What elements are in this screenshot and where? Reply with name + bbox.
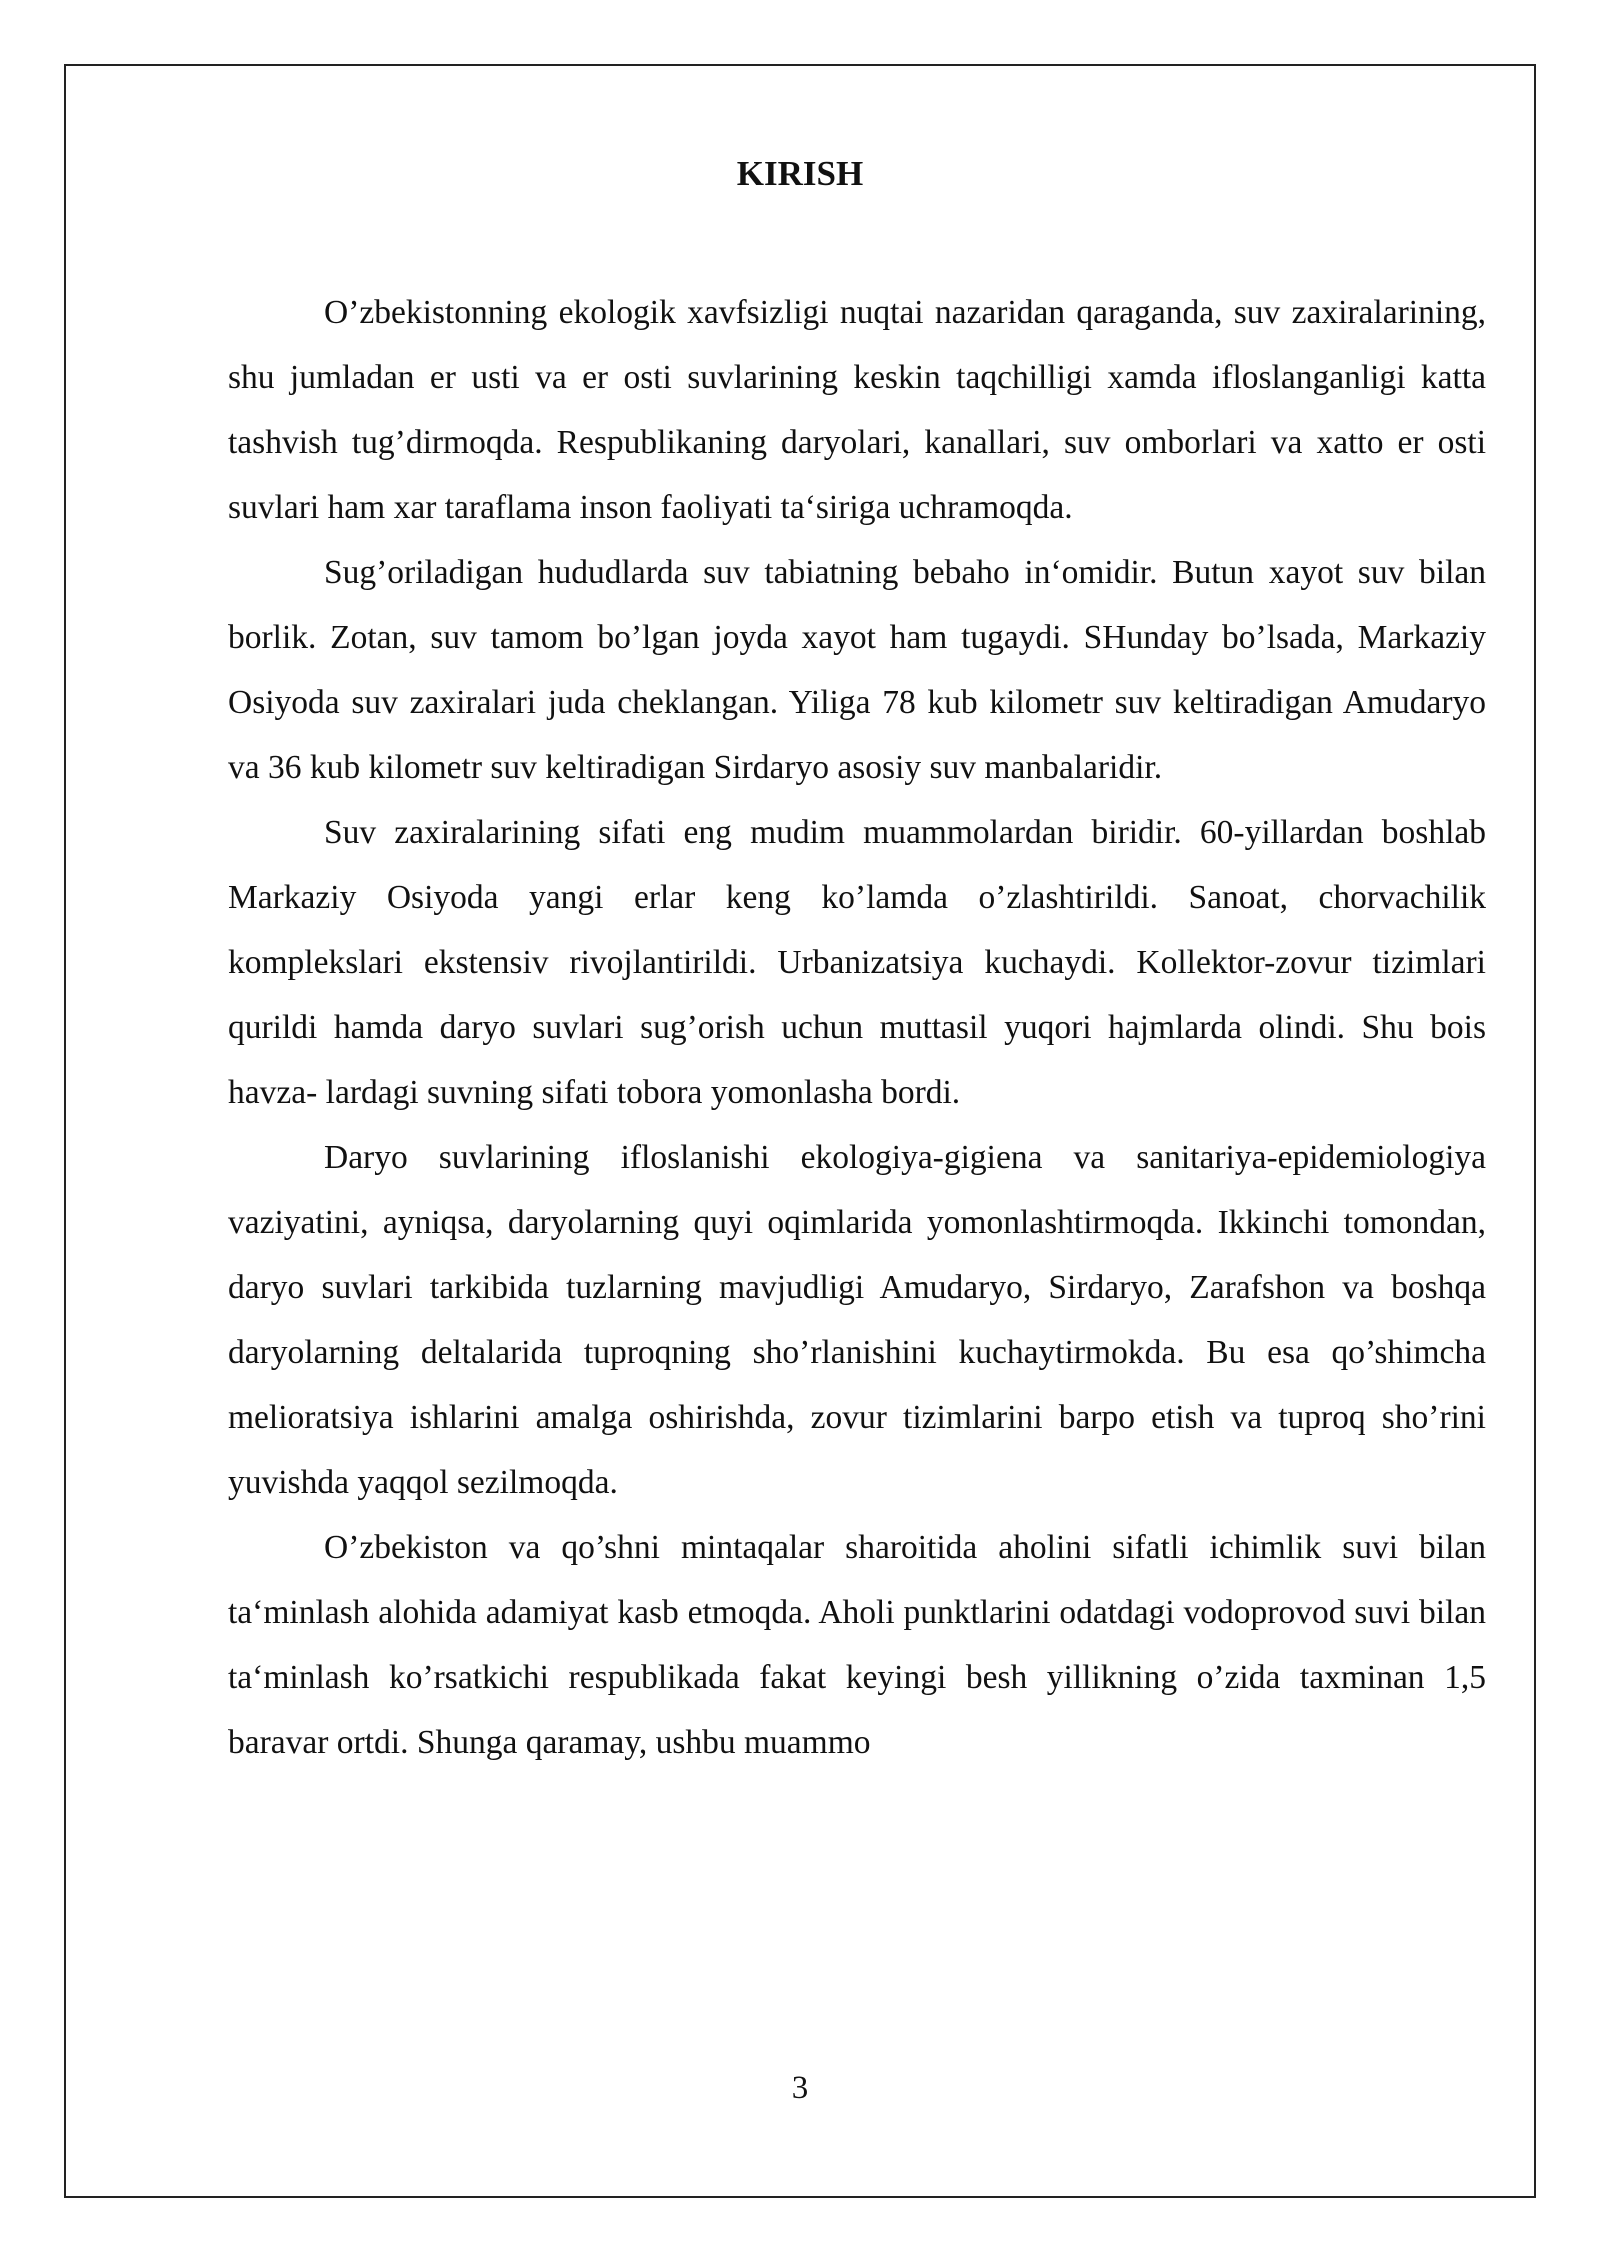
page-number: 3 bbox=[791, 2070, 809, 2106]
section-title: KIRISH bbox=[736, 154, 864, 193]
paragraph: Sug’oriladigan hududlarda suv tabiatning bebaho in‘omidir. Butun xayot suv bilan borlik. Zotan, suv tamom bo’lgan joyda xayot ham tugaydi. SHunday bo’lsada, Markaziy Osiyoda suv zaxiralari juda cheklangan. Yiliga 78 kub kilometr suv keltiradigan Amudaryo va 36 kub kilometr suv keltiradigan Sirdaryo asosiy suv manbalaridir. bbox=[228, 554, 1486, 786]
paragraph: Suv zaxiralarining sifati eng mudim muammolardan biridir. 60-yillardan boshlab Markaziy Osiyoda yangi erlar keng ko’lamda o’zlashtirildi. Sanoat, chorvachilik komplekslari ekstensiv rivojlantirildi. Urbanizatsiya kuchaydi. Kollektor-zovur tizimlari qurildi hamda daryo suvlari sug’orish uchun muttasil yuqori hajmlarda olindi. Shu bois havza- lardagi suvning sifati tobora yomonlasha bordi. bbox=[228, 814, 1486, 1111]
paragraph-continued: O’zbekiston va qo’shni mintaqalar sharoitida aholini sifatli ichimlik suvi bilan ta‘minlash alohida adamiyat kasb etmoqda. Aholi punktlarini odatdagi vodoprovod suvi bilan ta‘minlash ko’rsatkichi respublikada fakat keyingi besh yillikning o’zida taxminan 1,5 baravar ortdi. Shunga qaramay, ushbu muammo bbox=[228, 1529, 1486, 1761]
paragraph: Daryo suvlarining ifloslanishi ekologiya-gigiena va sanitariya-epidemiologiya vaziyatini, ayniqsa, daryolarning quyi oqimlarida yomonlashtirmoqda. Ikkinchi tomondan, daryo suvlari tarkibida tuzlarning mavjudligi Amudaryo, Sirdaryo, Zarafshon va boshqa daryolarning deltalarida tuproqning sho’rlanishini kuchaytirmokda. Bu esa qo’shimcha melioratsiya ishlarini amalga oshirishda, zovur tizimlarini barpo etish va tuproq sho’rini yuvishda yaqqol sezilmoqda. bbox=[228, 1139, 1486, 1501]
body-text bbox=[228, 280, 1486, 1775]
paragraph: O’zbekistonning ekologik xavfsizligi nuqtai nazaridan qaraganda, suv zaxiralarining, shu jumladan er usti va er osti suvlarining keskin taqchilligi xamda ifloslanganligi katta tashvish tug’dirmoqda. Respublikaning daryolari, kanallari, suv omborlari va xatto er osti suvlari ham xar taraflama inson faoliyati ta‘siriga uchramoqda. bbox=[228, 294, 1486, 526]
